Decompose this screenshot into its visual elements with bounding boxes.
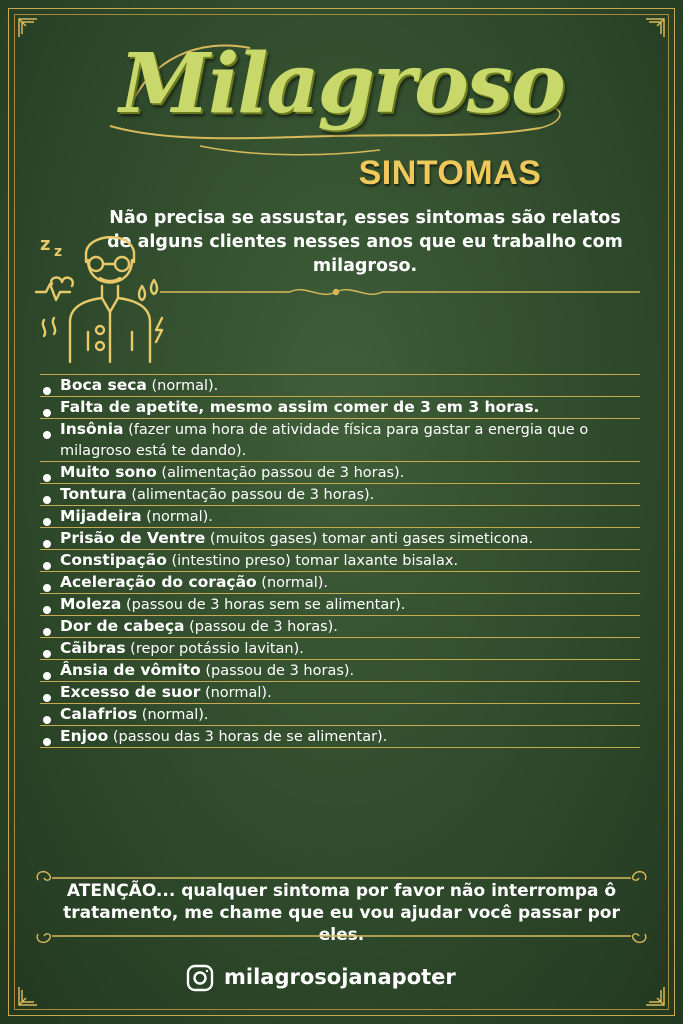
symptom-item — [40, 483, 640, 505]
symptom-list — [40, 374, 640, 748]
symptom-detail: (normal). — [141, 509, 213, 525]
symptom-detail: (intestino preso) tomar laxante bisalax. — [166, 553, 459, 569]
symptom-item — [40, 571, 640, 593]
symptom-item — [40, 418, 640, 461]
intro-text: Não precisa se assustar, esses sintomas são relatos de alguns clientes nesses anos que eu trabalho com milagroso. — [107, 208, 623, 276]
symptom-name: Mijadeira — [60, 507, 142, 525]
symptom-item — [40, 725, 640, 748]
instagram-handle-link[interactable] — [186, 962, 486, 996]
section-subtitle: SINTOMAS — [358, 154, 542, 192]
page-title: Milagroso — [119, 36, 564, 132]
symptom-detail: (passou de 3 horas sem se alimentar). — [121, 597, 406, 613]
symptom-item — [40, 593, 640, 615]
corner-ornament-icon — [644, 985, 666, 1007]
symptom-name: Ânsia de vômito — [60, 661, 201, 679]
symptom-detail: (alimentação passou de 3 horas). — [126, 487, 375, 503]
svg-text:z: z — [40, 234, 51, 255]
symptom-detail: (alimentação passou de 3 horas). — [156, 465, 405, 481]
symptom-item — [40, 659, 640, 681]
attention-text: ATENÇÃO... qualquer sintoma por favor não interrompa ô tratamento, me chame que eu vou ajudar você passar por eles. — [63, 881, 620, 945]
symptom-name: Aceleração do coração — [60, 573, 257, 591]
instagram-handle[interactable]: milagrosojanapoter — [224, 965, 456, 989]
symptom-item — [40, 374, 640, 396]
symptom-detail: (normal). — [256, 575, 329, 591]
symptom-item — [40, 527, 640, 549]
symptom-item — [40, 703, 640, 725]
symptom-name: Excesso de suor — [60, 683, 201, 701]
symptom-detail: (passou das 3 horas de se alimentar). — [108, 729, 388, 745]
symptom-name: Moleza — [60, 595, 122, 613]
title-block — [0, 18, 683, 168]
divider-ornament-icon — [160, 284, 640, 300]
symptom-detail: (passou de 3 horas). — [184, 619, 338, 635]
symptom-name: Insônia — [60, 420, 124, 438]
symptom-name: Prisão de Ventre — [60, 529, 206, 547]
symptom-name: Dor de cabeça — [60, 617, 185, 635]
symptom-name: Calafrios — [60, 705, 138, 723]
symptom-detail: (normal). — [137, 707, 209, 723]
symptom-detail: (fazer uma hora de atividade física para gastar a energia que o milagroso está te dando). — [60, 422, 589, 459]
sick-person-icon — [30, 222, 175, 372]
symptom-detail: (repor potássio lavitan). — [125, 641, 304, 657]
symptom-item — [40, 461, 640, 483]
symptom-item — [40, 505, 640, 527]
symptom-detail: (normal). — [200, 685, 272, 701]
symptom-detail: (passou de 3 horas). — [200, 663, 355, 679]
corner-ornament-icon — [17, 985, 39, 1007]
symptom-detail: (normal). — [146, 378, 219, 394]
symptom-item — [40, 549, 640, 571]
symptom-name: Enjoo — [60, 727, 109, 745]
symptom-name: Muito sono — [60, 463, 157, 481]
symptom-name: Boca seca — [60, 376, 147, 394]
attention-ornament-bottom-icon — [32, 926, 651, 948]
symptom-item — [40, 615, 640, 637]
symptom-item — [40, 396, 640, 418]
symptom-item — [40, 681, 640, 703]
symptom-name: Falta de apetite, mesmo assim comer de 3 em 3 horas. — [60, 398, 540, 416]
symptom-name: Cãibras — [60, 639, 126, 657]
symptom-name: Tontura — [60, 485, 127, 503]
symptom-item — [40, 637, 640, 659]
instagram-icon — [186, 964, 214, 992]
symptom-name: Constipação — [60, 551, 167, 569]
symptom-detail: (muitos gases) tomar anti gases simeticona. — [205, 531, 534, 547]
svg-text:z: z — [54, 244, 63, 260]
